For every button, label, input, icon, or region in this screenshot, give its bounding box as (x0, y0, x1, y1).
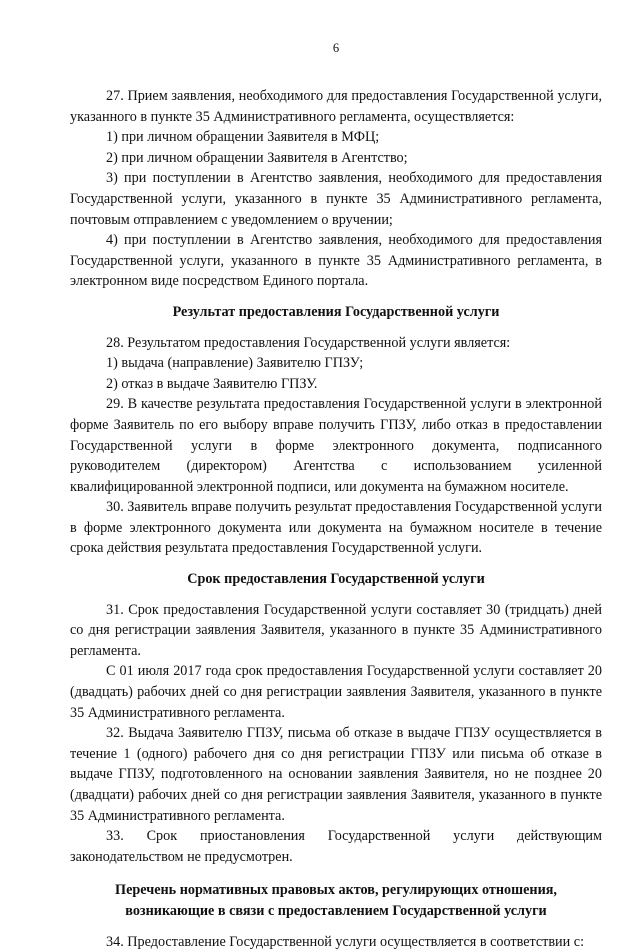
list-item-27-1: 1) при личном обращении Заявителя в МФЦ; (106, 129, 380, 146)
list-item-27-3: 3) при поступлении в Агентство заявления, необходимого для предоставления Государственной услуги, указанного в пункте 35 Административного регламента, почтовым отправлением с уведомлением о вручении; (70, 170, 602, 228)
paragraph-31-addendum: С 01 июля 2017 года срок предоставления Государственной услуги составляет 20 (двадцать) рабочих дней со дня регистрации заявления Заявителя, указанного в пункте 35 Административного регламента. (70, 663, 602, 721)
paragraph-31: 31. Срок предоставления Государственной услуги составляет 30 (тридцать) дней со дня регистрации заявления Заявителя, указанного в пункте 35 Административного регламента. (70, 601, 602, 659)
section-heading-term: Срок предоставления Государственной услуги (187, 571, 485, 588)
paragraph-29: 29. В качестве результата предоставления Государственной услуги в электронной форме Заявитель по его выбору вправе получить ГПЗУ, либо отказ в предоставлении Государственной услуги в форме электронного документа, подписанного руководителем (директором) Агентства с использованием усиленной квалифицированной электронной подписи, или документа на бумажном носителе. (70, 396, 602, 495)
paragraph-30: 30. Заявитель вправе получить результат предоставления Государственной услуги в форме электронного документа или документа на бумажном носителе в течение срока действия результата предоставления Государственной услуги. (70, 499, 602, 557)
paragraph-33: 33. Срок приостановления Государственной услуги действующим законодательством не предусмотрен. (70, 828, 602, 865)
page-number: 6 (332, 41, 340, 55)
list-item-28-1: 1) выдача (направление) Заявителю ГПЗУ; (106, 355, 364, 372)
list-item-27-2: 2) при личном обращении Заявителя в Агентство; (106, 149, 408, 166)
paragraph-27: 27. Прием заявления, необходимого для предоставления Государственной услуги, указанного в пункте 35 Административного регламента, осуществляется: (70, 88, 602, 125)
section-heading-legal-acts: Перечень нормативных правовых актов, регулирующих отношения, возникающие в связи с предоставлением Государственной услуги (115, 882, 557, 919)
list-item-27-4: 4) при поступлении в Агентство заявления, необходимого для предоставления Государственной услуги, указанного в пункте 35 Административного регламента, в электронном виде посредством Единого портала. (70, 232, 602, 290)
paragraph-34: 34. Предоставление Государственной услуги осуществляется в соответствии с: (106, 933, 585, 950)
paragraph-32: 32. Выдача Заявителю ГПЗУ, письма об отказе в выдаче ГПЗУ осуществляется в течение 1 (одного) рабочего дня со дня регистрации ГПЗУ или письма об отказе в выдаче ГПЗУ, подготовленного на основании заявления Заявителя, но не позднее 20 (двадцати) рабочих дней со дня регистрации заявления Заявителя, указанного в пункте 35 Административного регламента. (70, 725, 602, 824)
paragraph-28: 28. Результатом предоставления Государственной услуги является: (106, 334, 511, 351)
section-heading-result: Результат предоставления Государственной услуги (172, 303, 500, 320)
list-item-28-2: 2) отказ в выдаче Заявителю ГПЗУ. (106, 375, 318, 392)
